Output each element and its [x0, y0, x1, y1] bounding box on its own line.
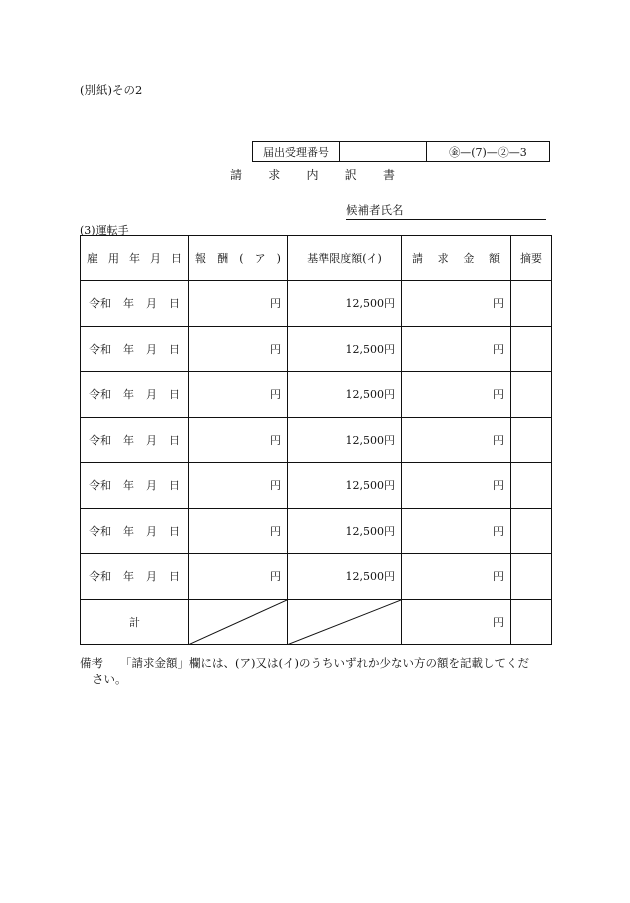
- date-cell[interactable]: 令和 年 月 日: [81, 463, 189, 509]
- reward-cell[interactable]: 円: [189, 554, 288, 600]
- date-cell[interactable]: 令和 年 月 日: [81, 554, 189, 600]
- document-label: (別紙)その2: [80, 83, 143, 97]
- diagonal-slash: [189, 600, 287, 645]
- note-cell[interactable]: [511, 326, 552, 372]
- remarks: [80, 655, 560, 687]
- date-cell[interactable]: 令和 年 月 日: [81, 417, 189, 463]
- title-char: 請: [230, 168, 243, 182]
- total-reward-crossed-cell: [189, 599, 288, 645]
- section-label: (3)運転手: [80, 224, 129, 237]
- note-cell[interactable]: [511, 554, 552, 600]
- diagonal-slash: [288, 600, 401, 645]
- document-title: [230, 166, 395, 183]
- candidate-name-label: 候補者氏名: [346, 203, 404, 217]
- reward-cell[interactable]: 円: [189, 326, 288, 372]
- receipt-number-field[interactable]: [340, 142, 427, 161]
- remarks-line-1: 「請求金額」欄には、(ア)又は(イ)のうちいずれか少ない方の額を記載してくだ: [120, 656, 529, 670]
- remarks-head: 備考: [80, 656, 103, 670]
- date-cell[interactable]: 令和 年 月 日: [81, 372, 189, 418]
- header-claim-amount: 請 求 金 額: [402, 236, 511, 281]
- claim-cell[interactable]: 円: [402, 417, 511, 463]
- total-claim-cell[interactable]: 円: [402, 599, 511, 645]
- note-cell[interactable]: [511, 508, 552, 554]
- title-char: 訳: [344, 168, 357, 182]
- reward-cell[interactable]: 円: [189, 281, 288, 327]
- limit-cell: 12,500円: [288, 508, 402, 554]
- note-cell[interactable]: [511, 281, 552, 327]
- reward-cell[interactable]: 円: [189, 508, 288, 554]
- table-row: [81, 417, 552, 463]
- limit-cell: 12,500円: [288, 372, 402, 418]
- total-row: [81, 599, 552, 645]
- reward-cell[interactable]: 円: [189, 372, 288, 418]
- reward-cell[interactable]: 円: [189, 417, 288, 463]
- claim-cell[interactable]: 円: [402, 372, 511, 418]
- claim-cell[interactable]: 円: [402, 508, 511, 554]
- limit-cell: 12,500円: [288, 463, 402, 509]
- claim-cell[interactable]: 円: [402, 281, 511, 327]
- table-row: [81, 281, 552, 327]
- note-cell[interactable]: [511, 417, 552, 463]
- header-employment-date: 雇 用 年 月 日: [81, 236, 189, 281]
- receipt-number-box: [252, 141, 550, 162]
- table-row: [81, 326, 552, 372]
- claim-cell[interactable]: 円: [402, 463, 511, 509]
- limit-cell: 12,500円: [288, 554, 402, 600]
- header-reward: 報 酬 ( ア ): [189, 236, 288, 281]
- total-note-cell[interactable]: [511, 599, 552, 645]
- limit-cell: 12,500円: [288, 281, 402, 327]
- receipt-number-label: 届出受理番号: [253, 142, 340, 161]
- candidate-name-field[interactable]: [346, 202, 546, 220]
- header-note: 摘要: [511, 236, 552, 281]
- receipt-code: ㊎—(7)—②—3: [449, 145, 527, 159]
- limit-cell: 12,500円: [288, 417, 402, 463]
- total-limit-crossed-cell: [288, 599, 402, 645]
- claim-breakdown-table: [80, 235, 552, 645]
- date-cell[interactable]: 令和 年 月 日: [81, 326, 189, 372]
- total-label: 計: [81, 599, 189, 645]
- title-char: 求: [268, 168, 281, 182]
- note-cell[interactable]: [511, 463, 552, 509]
- table-row: [81, 554, 552, 600]
- table-row: [81, 463, 552, 509]
- table-row: [81, 372, 552, 418]
- header-standard-limit: 基準限度額(イ): [288, 236, 402, 281]
- table-row: [81, 508, 552, 554]
- note-cell[interactable]: [511, 372, 552, 418]
- title-char: 内: [306, 168, 319, 182]
- limit-cell: 12,500円: [288, 326, 402, 372]
- reward-cell[interactable]: 円: [189, 463, 288, 509]
- remarks-line-2: さい。: [92, 672, 127, 686]
- claim-cell[interactable]: 円: [402, 554, 511, 600]
- claim-cell[interactable]: 円: [402, 326, 511, 372]
- date-cell[interactable]: 令和 年 月 日: [81, 281, 189, 327]
- table-header-row: [81, 236, 552, 281]
- date-cell[interactable]: 令和 年 月 日: [81, 508, 189, 554]
- title-char: 書: [382, 168, 395, 182]
